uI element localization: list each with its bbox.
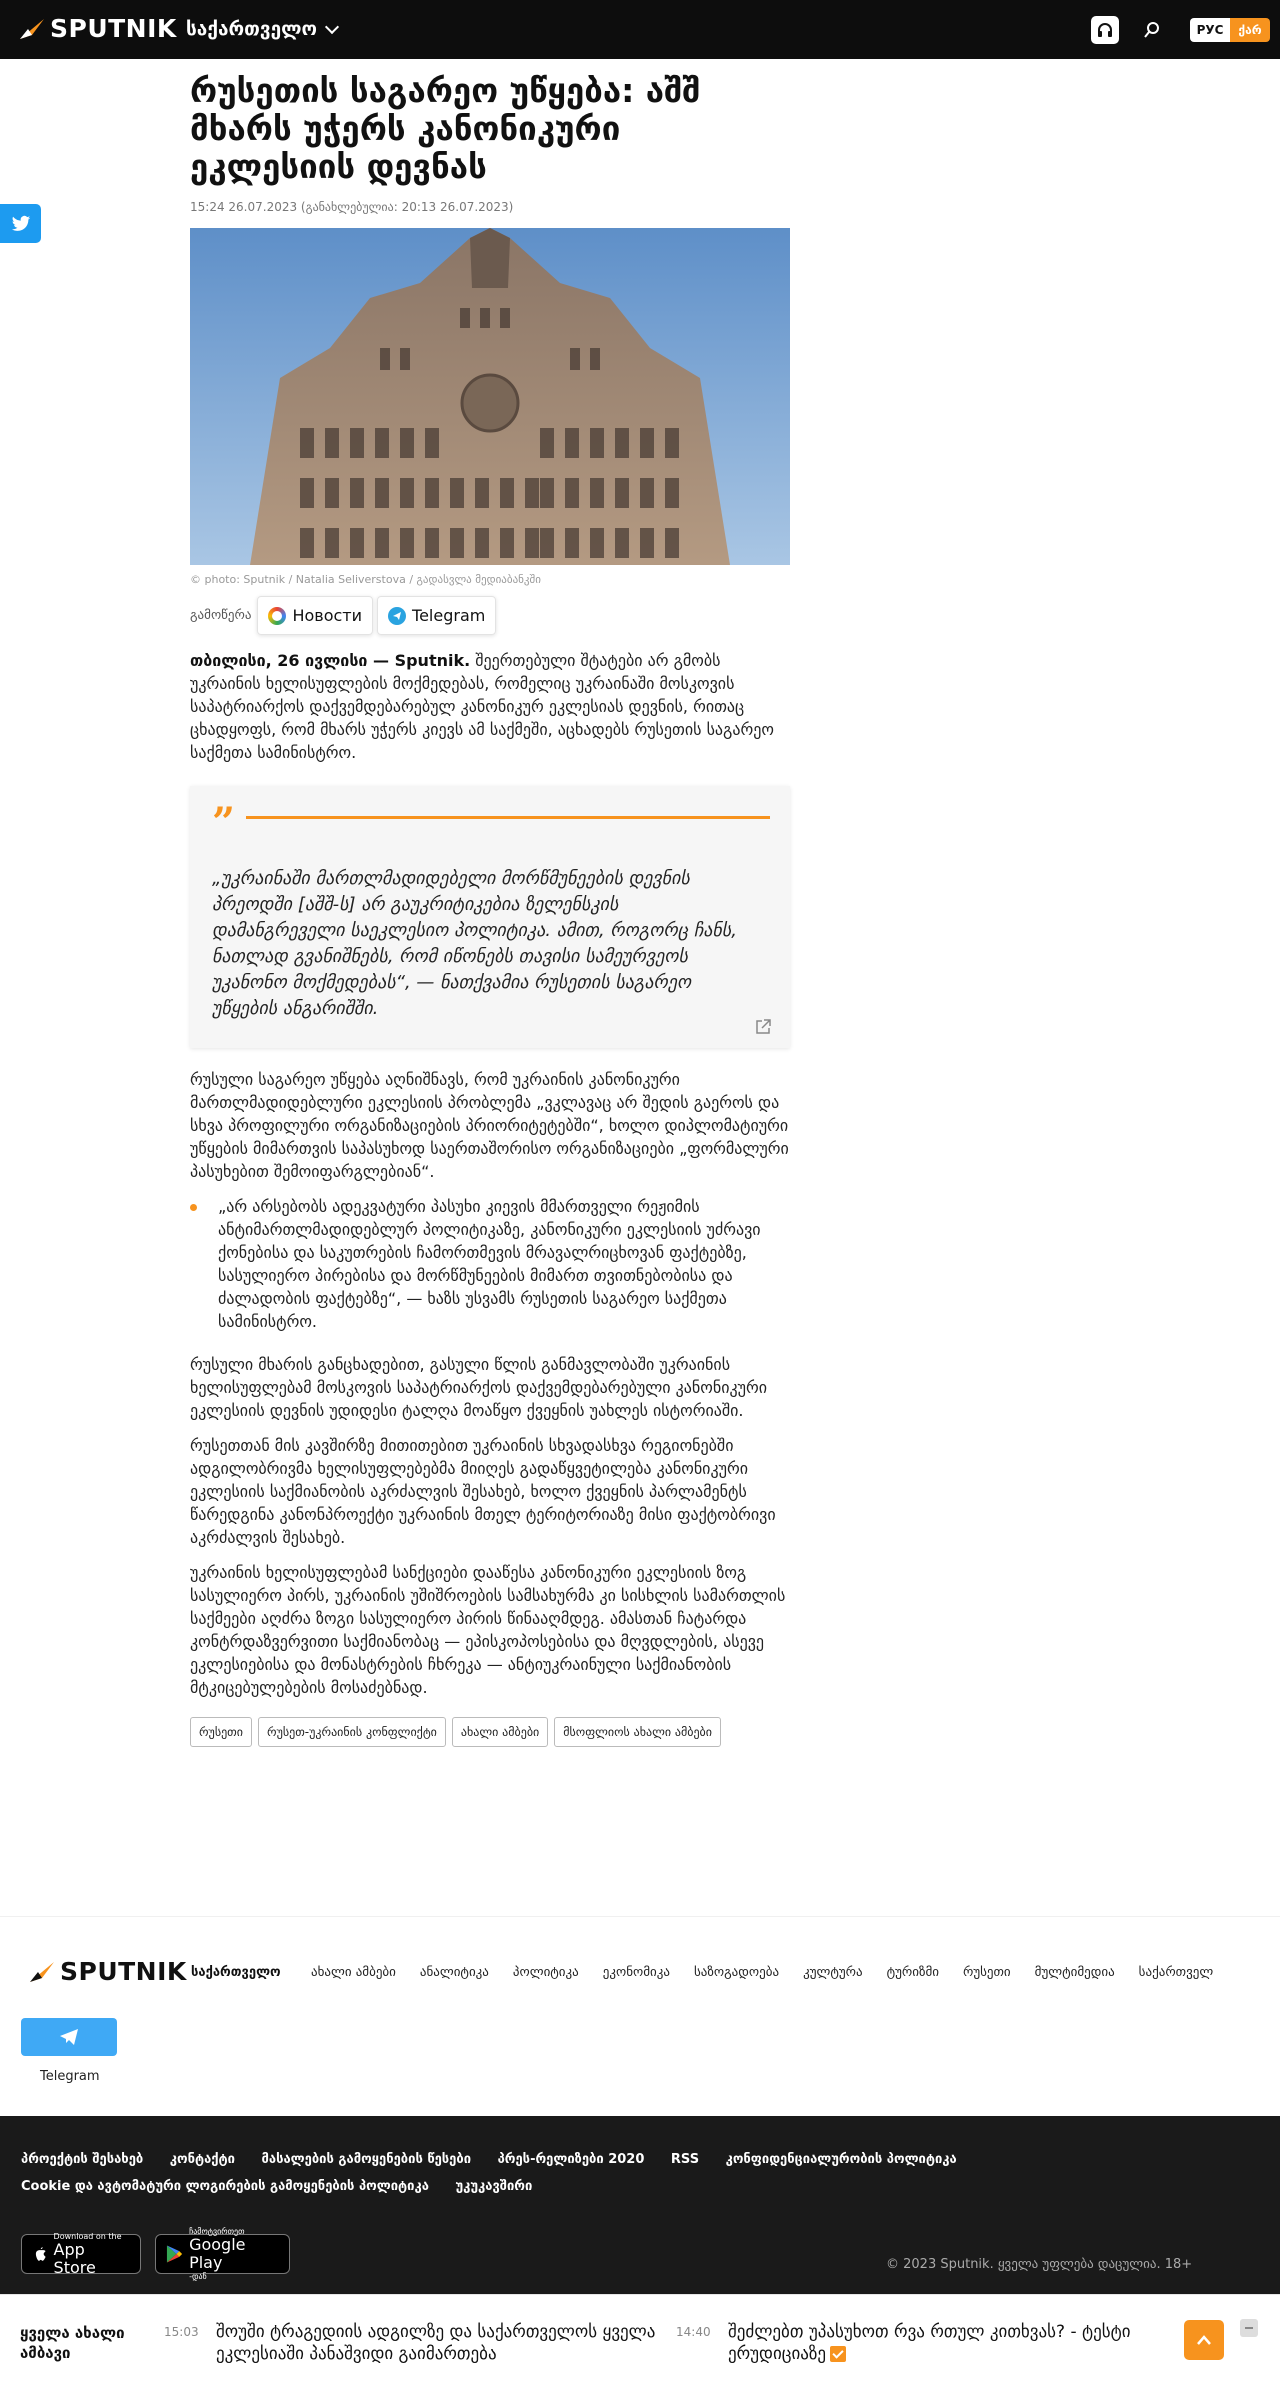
subscribe-novosti-button[interactable] [257,596,373,635]
novosti-icon [268,607,286,625]
quote-icon: ” [212,799,236,846]
footer-link[interactable]: პრეს-რელიზები 2020 [497,2152,645,2167]
quote-divider [246,816,770,819]
tag-list [190,1717,790,1747]
footer-links [21,2146,1121,2200]
footer-logo[interactable] [28,1957,187,1986]
building-photo [190,228,790,565]
app-store-small: Download on the [53,2231,122,2241]
footer-nav-item[interactable]: ანალიტიკა [419,1965,489,1980]
tag-item[interactable]: ახალი ამბები [452,1717,548,1747]
lead-text: შეერთებული შტატები არ გმობს უკრაინის ხელისუფლების მოქმედებას, რომელიც უკრაინაში მოსკოვის საპატრიარქოს დაქვემდებარებულ კანონიკურ ეკლესიას დევნის, რითაც ცხადყოფს, რომ მხარს უჭერს კიევს ამ საქმეში, აცხადებს რუსეთის საგარეო საქმეთა სამინისტრო. [190,651,774,762]
twitter-icon [11,215,31,233]
paragraph-3: რუსეთთან მის კავშირზე მითითებით უკრაინის სხვადასხვა რეგიონებში ადგილობრივმა ხელისუფლებებმა მიიღეს გადაწყვეტილება კანონიკური ეკლესიის საქმიანობის აკრძალვის შესახებ, ხოლო ქვეყნის პარლამენტს წარედგინა კანონპროექტი უკრაინის მთელ ტერიტორიაზე მისი ფაქტობრივი აკრძალვის შესახებ. [190,1436,776,1547]
quote-block [190,786,790,1048]
app-store-button[interactable] [21,2231,141,2277]
footer-nav-item[interactable]: ეკონომიკა [602,1965,670,1980]
footer-link[interactable]: პროექტის შესახებ [21,2152,144,2167]
region-dropdown[interactable] [186,18,337,40]
google-play-icon [166,2244,183,2264]
bullet-item [190,1195,790,1333]
footer-link[interactable]: კონფიდენციალურობის პოლიტიკა [725,2152,957,2167]
paragraph-4: უკრაინის ხელისუფლებამ სანქციები დააწესა კანონიკური ეკლესიის ზოგ სასულიერო პირს, უკრაინის უშიშროების სამსახურმა კი სისხლის სამართლის საქმეები აღძრა ზოგი სასულიერო პირის წინააღმდეგ. ამასთან ჩატარდა კონტრდაზვერვითი საქმიანობაც — ეპისკოპოსებისა და მღვდლების, ასევე ეკლესიებისა და მონასტრების ჩხრეკა — ანტიუკრაინული საქმიანობის მტკიცებულებების მოსაძებნად. [190,1563,786,1697]
copyright: © 2023 Sputnik. ყველა უფლება დაცულია. 18+ [886,2257,1193,2272]
footer-link[interactable]: RSS [670,2152,700,2167]
subscribe-telegram-button[interactable] [377,596,496,635]
footer-nav [311,1965,1237,1980]
footer-nav-item[interactable]: საქართველ [1138,1965,1214,1980]
paragraph-1: რუსული საგარეო უწყება აღნიშნავს, რომ უკრაინის კანონიკური მართლმადიდებლური ეკლესიის პრობლემა „ვკლავაც არ შედის გაეროს და სხვა პროფილური ორგანიზაციების პრიორიტეტებში“, ხოლო დიპლომატიური უწყების მიმართვის საპასუხოდ საერთაშორისო ორგანიზაციები „ფორმალური პასუხებით შემოიფარგლებიან“. [190,1070,789,1181]
news-time: 14:40 [676,2325,711,2339]
article [190,72,790,1747]
checkmark-icon [830,2346,846,2362]
region-label: საქართველო [186,18,317,40]
twitter-share-button[interactable] [0,204,41,243]
footer-link[interactable]: კონტაქტი [169,2152,235,2167]
collapse-newsbar-button[interactable] [1240,2319,1258,2337]
telegram-icon [388,607,406,625]
google-play-small-suffix: -დან [189,2272,207,2281]
quote-text: „უკრაინაში მართლმადიდებელი მორწმუნეების დევნის პრეოდში [აშშ-ს] არ გაუკრიტიკებია ზელენსკის დამანგრეველი საეკლესიო პოლიტიკა. ამით, როგორც ჩანს, ნათლად გვანიშნებს, რომ იწონებს თავისი სამეურვეოს უკანონო მოქმედებას“, — ნათქვამია რუსეთის საგარეო უწყების ანგარიშში. [212,868,737,1019]
image-caption: © photo: Sputnik / Natalia Seliverstova / გადასვლა მედიაბანკში [190,573,541,586]
footer-nav-item[interactable]: მულტიმედია [1034,1965,1115,1980]
article-timestamp: 15:24 26.07.2023 (განახლებულია: 20:13 26.07.2023) [190,200,514,214]
lang-rus-button[interactable]: РУС [1190,18,1230,42]
footer-nav-item[interactable]: ტურიზმი [886,1965,939,1980]
footer-nav-item[interactable]: რუსეთი [962,1965,1011,1980]
article-title: რუსეთის საგარეო უწყება: აშშ მხარს უჭერს კანონიკური ეკლესიის დევნას [190,71,701,186]
app-store-big: App Store [53,2239,96,2277]
tag-item[interactable]: რუსეთი [190,1717,252,1747]
footer-nav-item[interactable]: საზოგადოება [694,1965,780,1980]
latest-news-bar [0,2294,1280,2384]
bullet-dot [190,1204,197,1211]
google-play-small: ჩამოტვირთეთ [189,2227,245,2236]
google-play-big: Google Play [189,2235,246,2272]
article-lead [190,649,790,764]
search-icon [1143,21,1161,39]
tag-item[interactable]: რუსეთ-უკრაინის კონფლიქტი [258,1717,446,1747]
footer-nav-item[interactable]: პოლიტიკა [512,1965,579,1980]
footer-link[interactable]: მასალების გამოყენების წესები [261,2152,472,2167]
google-play-button[interactable] [155,2227,290,2281]
telegram-label: Telegram [412,606,486,625]
bullet-text: „არ არსებობს ადეკვატური პასუხი კიევის მმართველი რეჟიმის ანტიმართლმადიდებლურ პოლიტიკაზე, კანონიკური ეკლესიის უძრავი ქონებისა და საკუთრების ჩამორთმევის მრავალრიცხოვან ფაქტებზე, სასულიერო პირებისა და მორწმუნეების მიმართ თვითნებობისა და ძალადობის ფაქტებზე“, — ხაზს უსვამს რუსეთის საგარეო საქმეთა სამინისტრო. [218,1197,761,1331]
headphones-icon [1096,21,1114,39]
novosti-label: Новости [292,606,363,625]
paragraph-2: რუსული მხარის განცხადებით, გასული წლის განმავლობაში უკრაინის ხელისუფლებამ მოსკოვის საპატრიარქოს დაქვემდებარებული კანონიკური ეკლესიის დევნის უდიდესი ტალღა მოაწყო ქვეყნის უახლეს ისტორიაში. [190,1355,768,1420]
sputnik-logo[interactable] [18,14,177,43]
latest-news-title[interactable]: ყველა ახალი ამბავი [20,2324,125,2362]
lead-dateline: თბილისი, 26 ივლისი — Sputnik. [190,651,471,670]
subscribe-label: გამოწერა [190,608,252,623]
footer-nav-item[interactable]: კულტურა [803,1965,863,1980]
lang-geo-button[interactable]: ქარ [1230,18,1270,42]
apple-icon [32,2245,48,2263]
language-switch [1190,18,1270,42]
scroll-up-button[interactable] [1184,2320,1224,2360]
news-headline[interactable] [728,2321,1148,2365]
telegram-icon [59,2028,79,2046]
article-hero-image[interactable] [190,228,790,565]
news-time: 15:03 [164,2325,199,2339]
subscribe-row [190,596,790,635]
footer-telegram-label: Telegram [40,2069,100,2084]
chevron-down-icon [325,19,339,33]
footer-telegram-button[interactable] [21,2018,117,2056]
footer-region[interactable]: საქართველო [191,1965,281,1980]
logo-text: SPUTNIK [50,14,177,43]
news-headline-text: შეძლებთ უპასუხოთ რვა რთულ კითხვას? - ტესტი ერუდიციაზე [728,2322,1131,2364]
tag-item[interactable]: მსოფლიოს ახალი ამბები [554,1717,721,1747]
chevron-up-icon [1197,2335,1211,2345]
footer-link[interactable]: უკუკავშირი [455,2179,533,2194]
footer-bottom [0,2116,1280,2294]
sputnik-logo-icon [18,15,46,43]
radio-headphones-button[interactable] [1091,16,1119,44]
top-navbar [0,0,1280,59]
footer-navigation [0,1916,1280,2116]
footer-logo-text: SPUTNIK [60,1957,187,1986]
news-headline[interactable]: შოუში ტრაგედიის ადგილზე და საქართველოს ყველა ეკლესიაში პანაშვიდი გაიმართება [216,2322,656,2364]
footer-link[interactable]: Cookie და ავტომატური ლოგირების გამოყენების პოლიტიკა [21,2179,429,2194]
sputnik-logo-icon [28,1958,56,1986]
share-quote-icon[interactable] [754,1018,772,1036]
footer-nav-item[interactable]: ახალი ამბები [311,1965,396,1980]
search-button[interactable] [1138,16,1166,44]
